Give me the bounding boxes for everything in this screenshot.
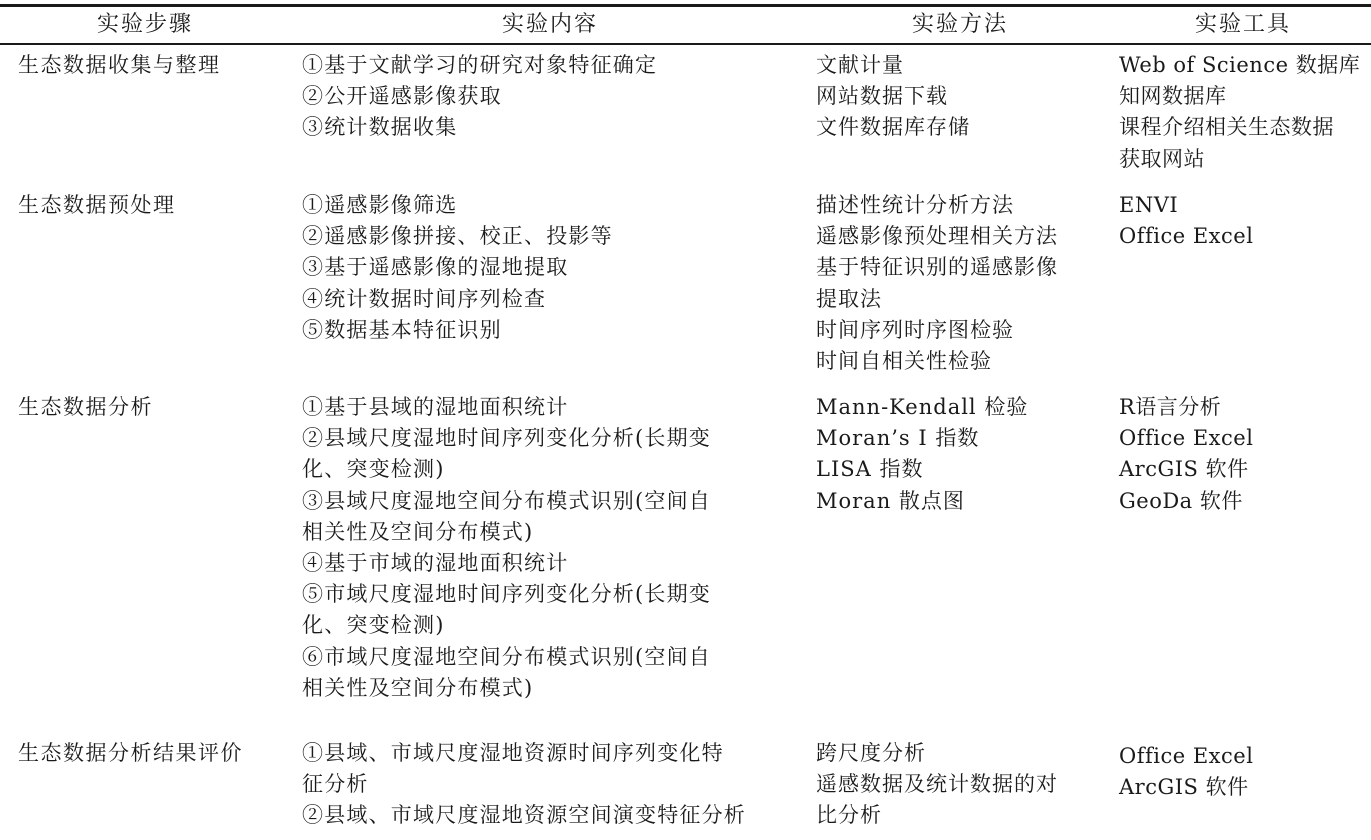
- header-method: 实验方法: [911, 12, 1008, 37]
- tool-line: ArcGIS 软件: [1119, 457, 1249, 482]
- method-line: 遥感影像预处理相关方法: [816, 224, 1058, 249]
- cell-method: [816, 50, 1106, 144]
- content-line: ①遥感影像筛选: [302, 193, 458, 217]
- content-line: ③统计数据收集: [302, 115, 458, 140]
- tool-line: ENVI: [1119, 193, 1179, 217]
- header-tool: 实验工具: [1194, 12, 1291, 37]
- cell-tool: [1119, 50, 1371, 175]
- cell-step: 生态数据收集与整理: [18, 53, 221, 77]
- method-line: LISA 指数: [816, 457, 924, 482]
- method-line: Moran’s I 指数: [816, 426, 980, 451]
- table-header-rule: [0, 43, 1371, 45]
- content-line: 化、突变检测): [302, 457, 445, 482]
- content-line: ②县域尺度湿地时间序列变化分析(长期变: [302, 426, 711, 451]
- content-line: 征分析: [302, 772, 369, 797]
- method-line: 文件数据库存储: [816, 115, 970, 140]
- method-line: 时间序列时序图检验: [816, 317, 1014, 342]
- content-line: ⑤数据基本特征识别: [302, 317, 502, 342]
- cell-method: [816, 392, 1106, 517]
- cell-content: [302, 190, 792, 346]
- method-line: Mann-Kendall 检验: [816, 395, 1029, 419]
- content-line: 相关性及空间分布模式): [302, 675, 534, 700]
- method-line: 跨尺度分析: [816, 741, 926, 765]
- tool-line: Web of Science 数据库: [1119, 53, 1361, 77]
- cell-content: [302, 50, 792, 144]
- header-step: 实验步骤: [96, 12, 193, 37]
- cell-tool: [1119, 392, 1371, 517]
- header-content: 实验内容: [501, 12, 598, 37]
- tool-line: 获取网站: [1119, 146, 1205, 171]
- tool-line: Office Excel: [1119, 426, 1254, 451]
- cell-method: [816, 190, 1106, 377]
- method-line: 时间自相关性检验: [816, 348, 992, 373]
- tool-line: Office Excel: [1119, 224, 1254, 249]
- cell-step: 生态数据分析: [18, 395, 153, 419]
- method-line: 遥感数据及统计数据的对: [816, 772, 1058, 797]
- table-header-row: [0, 8, 1371, 42]
- cell-step: 生态数据预处理: [18, 193, 176, 217]
- cell-content: [302, 392, 792, 704]
- tool-line: ArcGIS 软件: [1119, 775, 1249, 800]
- content-line: ①基于文献学习的研究对象特征确定: [302, 53, 658, 77]
- content-line: 相关性及空间分布模式): [302, 519, 534, 544]
- content-line: ②遥感影像拼接、校正、投影等: [302, 224, 613, 249]
- method-line: 网站数据下载: [816, 84, 948, 109]
- content-line: ②公开遥感影像获取: [302, 84, 502, 109]
- tool-line: GeoDa 软件: [1119, 488, 1243, 513]
- cell-method: [816, 738, 1106, 832]
- method-line: 描述性统计分析方法: [816, 193, 1014, 217]
- cell-tool: [1119, 741, 1371, 803]
- content-line: ⑥市域尺度湿地空间分布模式识别(空间自: [302, 644, 711, 669]
- tool-line: Office Excel: [1119, 744, 1254, 768]
- content-line: 化、突变检测): [302, 613, 445, 638]
- content-line: ②县域、市域尺度湿地资源空间演变特征分析: [302, 803, 746, 828]
- content-line: ③县域尺度湿地空间分布模式识别(空间自: [302, 488, 711, 513]
- method-line: 基于特征识别的遥感影像: [816, 255, 1058, 280]
- cell-step: 生态数据分析结果评价: [18, 741, 243, 765]
- tool-line: 课程介绍相关生态数据: [1119, 115, 1334, 140]
- tool-line: R语言分析: [1119, 395, 1222, 419]
- content-line: ③基于遥感影像的湿地提取: [302, 255, 569, 280]
- tool-line: 知网数据库: [1119, 84, 1227, 109]
- cell-content: [302, 738, 792, 832]
- method-line: 文献计量: [816, 53, 904, 77]
- content-line: ④基于市域的湿地面积统计: [302, 550, 569, 575]
- content-line: ①县域、市域尺度湿地资源时间序列变化特: [302, 741, 724, 765]
- method-line: 比分析: [816, 803, 882, 828]
- content-line: ④统计数据时间序列检查: [302, 286, 547, 311]
- table-top-rule: [0, 4, 1371, 7]
- cell-tool: [1119, 190, 1371, 252]
- content-line: ①基于县域的湿地面积统计: [302, 395, 569, 419]
- content-line: ⑤市域尺度湿地时间序列变化分析(长期变: [302, 582, 711, 607]
- method-line: Moran 散点图: [816, 488, 965, 513]
- method-line: 提取法: [816, 286, 882, 311]
